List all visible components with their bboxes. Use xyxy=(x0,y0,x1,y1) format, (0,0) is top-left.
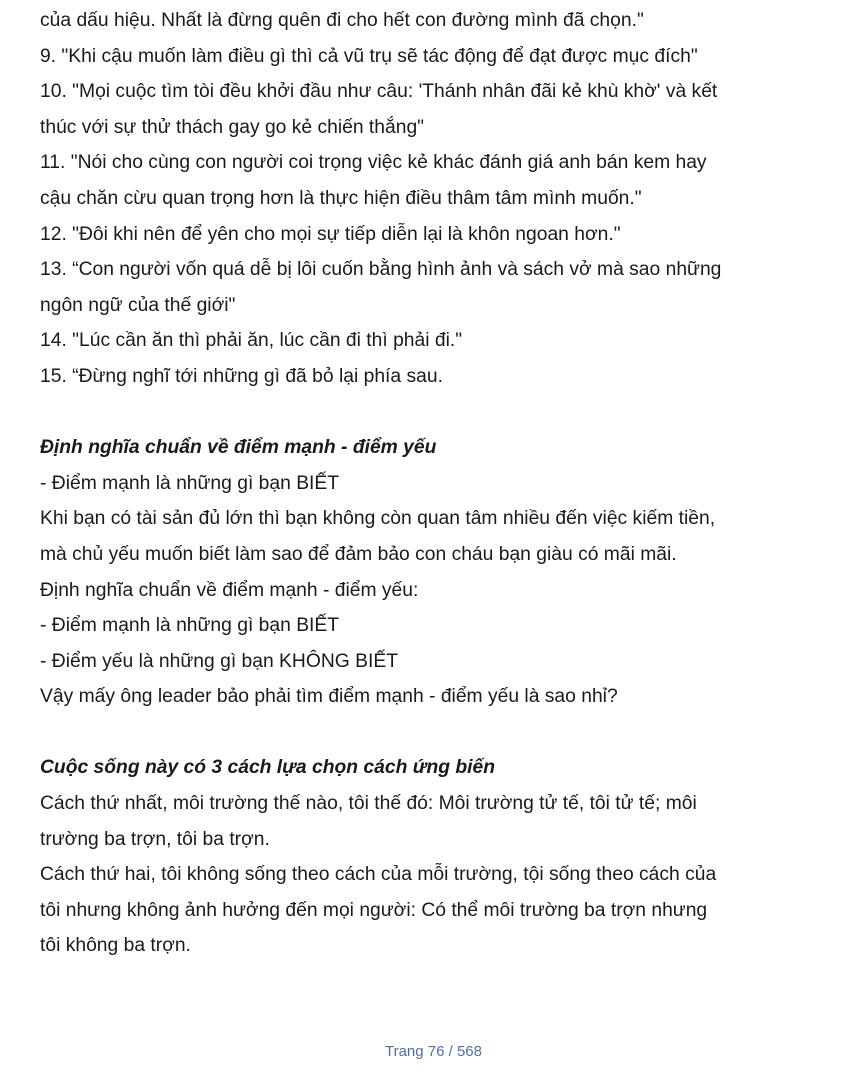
section1-line: Khi bạn có tài sản đủ lớn thì bạn không còn quan tâm nhiều đến việc kiếm tiền, xyxy=(40,508,716,530)
quote-14: 14. "Lúc cần ăn thì phải ăn, lúc cần đi thì phải đi." xyxy=(40,330,463,352)
page-number-footer: Trang 76 / 568 xyxy=(384,1043,482,1060)
quote-12: 12. "Đôi khi nên để yên cho mọi sự tiếp diễn lại là khôn ngoan hơn." xyxy=(40,223,621,245)
quote-9: 9. "Khi cậu muốn làm điều gì thì cả vũ trụ sẽ tác động để đạt được mục đích" xyxy=(40,45,698,67)
quote-15: 15. “Đừng nghĩ tới những gì đã bỏ lại phía sau. xyxy=(40,365,443,387)
quote-10-cont: thúc với sự thử thách gay go kẻ chiến thắng" xyxy=(40,116,425,138)
section1-line: Vậy mấy ông leader bảo phải tìm điểm mạnh - điểm yếu là sao nhỉ? xyxy=(40,686,618,708)
quote-11: 11. "Nói cho cùng con người coi trọng việc kẻ khác đánh giá anh bán kem hay xyxy=(40,152,707,174)
section1-line: - Điểm yếu là những gì bạn KHÔNG BIẾT xyxy=(40,650,398,672)
quote-11-cont: cậu chăn cừu quan trọng hơn là thực hiện điều thâm tâm mình muốn." xyxy=(40,187,642,209)
section2-line: trường ba trợn, tôi ba trợn. xyxy=(40,828,270,850)
quote-13-cont: ngôn ngữ của thế giới" xyxy=(40,294,236,316)
section2-line: Cách thứ nhất, môi trường thế nào, tôi thế đó: Môi trường tử tế, tôi tử tế; môi xyxy=(40,793,697,815)
section2-line: tôi nhưng không ảnh hưởng đến mọi người: Có thể môi trường ba trợn nhưng xyxy=(40,899,708,921)
section-heading-life-choices: Cuộc sống này có 3 cách lựa chọn cách ứng biến xyxy=(40,757,496,779)
section1-line: - Điểm mạnh là những gì bạn BIẾT xyxy=(40,615,340,637)
section-heading-strengths: Định nghĩa chuẩn về điểm mạnh - điểm yếu xyxy=(40,437,437,459)
body-line: của dấu hiệu. Nhất là đừng quên đi cho hết con đường mình đã chọn." xyxy=(40,10,644,31)
section1-line: - Điểm mạnh là những gì bạn BIẾT xyxy=(40,472,340,494)
section2-line: tôi không ba trợn. xyxy=(40,935,191,957)
section2-line: Cách thứ hai, tôi không sống theo cách của mỗi trường, tội sống theo cách của xyxy=(40,864,717,886)
quote-10: 10. "Mọi cuộc tìm tòi đều khởi đầu như câu: 'Thánh nhân đãi kẻ khù khờ' và kết xyxy=(40,81,718,103)
section1-line: Định nghĩa chuẩn về điểm mạnh - điểm yếu: xyxy=(40,579,419,601)
paragraph-gap xyxy=(40,715,840,751)
paragraph-gap xyxy=(40,395,840,431)
section1-line: mà chủ yếu muốn biết làm sao để đảm bảo con cháu bạn giàu có mãi mãi. xyxy=(40,543,677,565)
quote-13: 13. “Con người vốn quá dễ bị lôi cuốn bằng hình ảnh và sách vở mà sao những xyxy=(40,259,722,281)
page-body xyxy=(40,3,840,964)
